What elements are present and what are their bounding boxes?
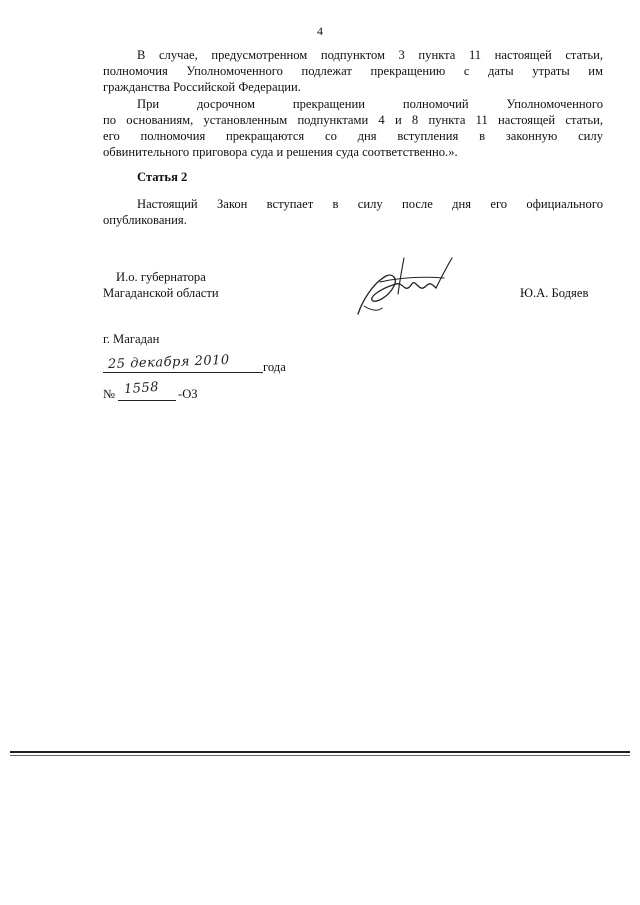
date-underline — [103, 372, 263, 373]
para2-line3: его полномочия прекращаются со дня вступления в законную силу — [103, 129, 603, 143]
article-heading: Статья 2 — [137, 170, 188, 184]
handwritten-signature — [352, 254, 460, 320]
number-underline — [118, 400, 176, 401]
para2-line4: обвинительного приговора суда и решения суда соответственно.». — [103, 145, 458, 159]
para1-line3: гражданства Российской Федерации. — [103, 80, 301, 94]
para2-line1: При досрочном прекращении полномочий Уполномоченного — [137, 97, 603, 111]
para3-line2: опубликования. — [103, 213, 187, 227]
date-suffix: года — [263, 360, 286, 374]
number-handwritten: 1558 — [123, 379, 160, 398]
page-number: 4 — [317, 24, 323, 38]
para2-line2: по основаниям, установленным подпунктами 4 и 8 пункта 11 настоящей статьи, — [103, 113, 603, 127]
position-line1: И.о. губернатора — [116, 270, 206, 284]
bottom-rule-thick — [10, 751, 630, 753]
para3-line1: Настоящий Закон вступает в силу после дня его официального — [137, 197, 603, 211]
signer-name: Ю.А. Бодяев — [520, 286, 589, 300]
bottom-rule-thin — [10, 755, 630, 756]
para1-line1: В случае, предусмотренном подпунктом 3 пункта 11 настоящей статьи, — [137, 48, 603, 62]
city: г. Магадан — [103, 332, 160, 346]
position-line2: Магаданской области — [103, 286, 219, 300]
number-prefix: № — [103, 387, 116, 401]
para1-line2: полномочия Уполномоченного подлежат прекращению с даты утраты им — [103, 64, 603, 78]
number-suffix: -ОЗ — [178, 387, 198, 401]
date-handwritten: 25 декабря 2010 — [107, 352, 230, 373]
